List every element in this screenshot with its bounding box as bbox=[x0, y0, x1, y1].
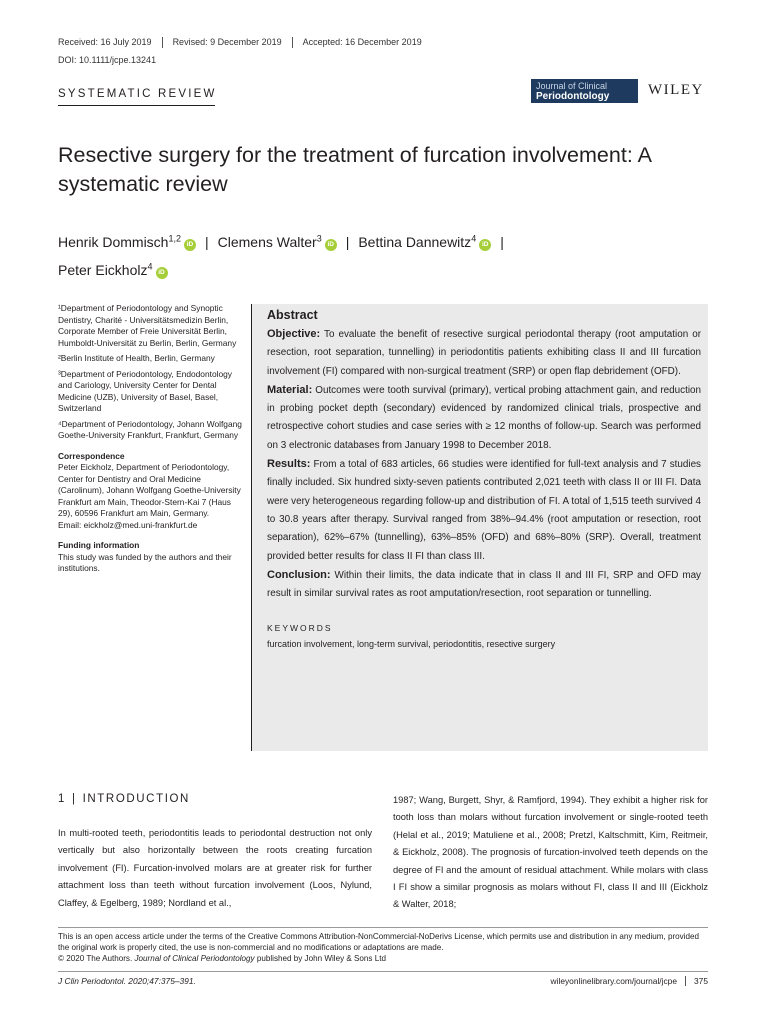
affiliation: ²Berlin Institute of Health, Berlin, Germany bbox=[58, 353, 215, 363]
section-separator: | bbox=[72, 793, 77, 805]
author-separator: | bbox=[500, 233, 504, 250]
author[interactable]: Henrik Dommisch$^{1,2}$ bbox=[58, 233, 181, 250]
abstract-objective: Objective: To evaluate the benefit of resective surgical periodontal therapy (root amputation or resection, root separation, tunnelling) in periodontitis patients exhibiting class II and III furcation involvement (FI) compared with non-surgical treatment (SRP) or open flap debridement (OFD). bbox=[267, 328, 701, 377]
keywords-heading: KEYWORDS bbox=[267, 623, 333, 634]
author-separator: | bbox=[345, 233, 350, 250]
section-heading-introduction bbox=[58, 793, 190, 805]
doi[interactable]: DOI: 10.1111/jcpe.13241 bbox=[58, 55, 157, 65]
accepted-date: Accepted: 16 December 2019 bbox=[302, 37, 422, 47]
funding-text: This study was funded by the authors and their institutions. bbox=[58, 551, 232, 573]
intro-paragraph-col2: 1987; Wang, Burgett, Shyr, & Ramfjord, 1994). They exhibit a higher risk for tooth loss than molars without furcation involvement or single-rooted teeth (Helal et al., 2019; Matuliene et al., 2008; Pretzl, Kaltschmitt, Kim, Reitmeir, & Eickholz, 2008). The prognosis of furcation-involved teeth depends on the degree of FI and the amount of residual attachment. While molars with class I FI show a similar prognosis as molars without FI, class II and III (Eickholz & Walter, 2018; bbox=[393, 795, 708, 910]
affiliations-column bbox=[58, 303, 242, 575]
abstract-box bbox=[251, 304, 708, 751]
orcid-icon[interactable]: iD bbox=[325, 239, 337, 251]
page-number: 375 bbox=[685, 976, 708, 986]
orcid-icon[interactable]: iD bbox=[156, 267, 168, 279]
keywords-list: furcation involvement, long-term survival, periodontitis, resective surgery bbox=[267, 639, 556, 650]
abstract-conclusion: Conclusion: Within their limits, the data indicate that in class II and III FI, SRP and OFD may result in similar survival rates as root amputation/resection, root separation or tunnelling. bbox=[267, 568, 701, 600]
abstract-heading: Abstract bbox=[267, 308, 318, 322]
article-type-rule bbox=[58, 105, 215, 106]
received-date: Received: 16 July 2019 bbox=[58, 37, 163, 48]
footer-right bbox=[551, 976, 708, 986]
affiliation: ³Department of Periodontology, Endodontology and Cariology, University Center for Dental Medicine (UZB), University of Basel, Basel, Switzerland bbox=[58, 368, 232, 413]
abstract-material: Material: Outcomes were tooth survival (primary), vertical probing attachment gain, and reduction in probing pocket depth (secondary) evidenced by randomized clinical trials, prospective and retrospective cohort studies and case series with ≥ 12 months of follow-up. Search was performed on 3 electronic databases from January 1998 to December 2018. bbox=[267, 383, 701, 451]
author-list bbox=[58, 226, 678, 283]
article-type: SYSTEMATIC REVIEW bbox=[58, 88, 217, 100]
funding-heading: Funding information bbox=[58, 540, 140, 550]
article-title: Resective surgery for the treatment of furcation involvement: A systematic review bbox=[58, 143, 651, 196]
orcid-icon[interactable]: iD bbox=[184, 239, 196, 251]
copyright-line: © 2020 The Authors. Journal of Clinical Periodontology published by John Wiley & Sons Ltd bbox=[58, 954, 386, 963]
license-notice bbox=[58, 931, 708, 964]
author-separator: | bbox=[204, 233, 209, 250]
author[interactable]: Peter Eickholz$^4$ bbox=[58, 261, 153, 279]
footer-rule-bottom bbox=[58, 971, 708, 972]
correspondence-text: Peter Eickholz, Department of Periodontology, Center for Dentistry and Oral Medicine (Carolinum), Johann Wolfgang Goethe-University Frankfurt am Main, Theodor-Stern-Kai 7 (Haus 29), 60596 Frankfurt am Main, Germany. bbox=[58, 462, 241, 518]
journal-url[interactable]: wileyonlinelibrary.com/journal/jcpe bbox=[550, 976, 678, 986]
license-text: This is an open access article under the terms of the Creative Commons Attribution-NonCommercial-NoDerivs License, which permits use and distribution in any medium, provided the original work is properly cited, the use is non-commercial and no modifications or adaptations are made. bbox=[58, 932, 700, 952]
journal-citation: J Clin Periodontol. 2020;47:375–391. bbox=[58, 976, 196, 986]
article-dates bbox=[58, 37, 432, 48]
affiliation: ⁴Department of Periodontology, Johann Wolfgang Goethe-University Frankfurt, Frankfurt, Germany bbox=[58, 418, 242, 440]
footer-rule bbox=[58, 927, 708, 928]
correspondence-email[interactable]: Email: eickholz@med.uni-frankfurt.de bbox=[58, 519, 198, 530]
author[interactable]: Clemens Walter$^3$ bbox=[217, 233, 322, 250]
abstract-results: Results: From a total of 683 articles, 66 studies were identified for full-text analysis and 7 studies finally included. Six hundred sixty-seven patients contributed 2,021 teeth with class II or III FI. Data were very heterogeneous regarding follow-up and distribution of FI. A total of 1,515 teeth survived 4 to 30.8 years after therapy. Survival ranged from 38%–94.4% (root amputation or resection, root separation), 62%–67% (tunnelling), 63%–85% (OFD) and 68%–80% (SRP). Overall, treatment provided better results for class II FI than class III. bbox=[267, 458, 701, 562]
section-number: 1 bbox=[58, 793, 66, 805]
section-title: INTRODUCTION bbox=[82, 793, 190, 805]
correspondence-heading: Correspondence bbox=[58, 450, 125, 461]
journal-logo bbox=[531, 79, 638, 103]
revised-date: Revised: 9 December 2019 bbox=[163, 37, 293, 48]
orcid-icon[interactable]: iD bbox=[479, 239, 491, 251]
affiliation: ¹Department of Periodontology and Synoptic Dentistry, Charité - Universitätsmedizin Berlin, Corporate Member of Freie Universität Berlin, Humboldt-Universität zu Berlin, Berlin, Germany bbox=[58, 303, 237, 348]
author[interactable]: Bettina Dannewitz$^4$ bbox=[358, 233, 477, 250]
journal-logo-line2: Periodontology bbox=[536, 91, 610, 102]
intro-paragraph-col1: In multi-rooted teeth, periodontitis leads to periodontal destruction not only vertically but also horizontally between the roots creating furcation involvement (FI). Furcation-involved molars are at greater risk for further attachment loss than teeth without furcation involvement (Loos, Nylund, Claffey, & Egelberg, 1989; Nordland et al., bbox=[58, 828, 372, 908]
publisher-logo: WILEY bbox=[648, 82, 704, 98]
journal-logo-line1: Journal of Clinical bbox=[536, 81, 608, 91]
